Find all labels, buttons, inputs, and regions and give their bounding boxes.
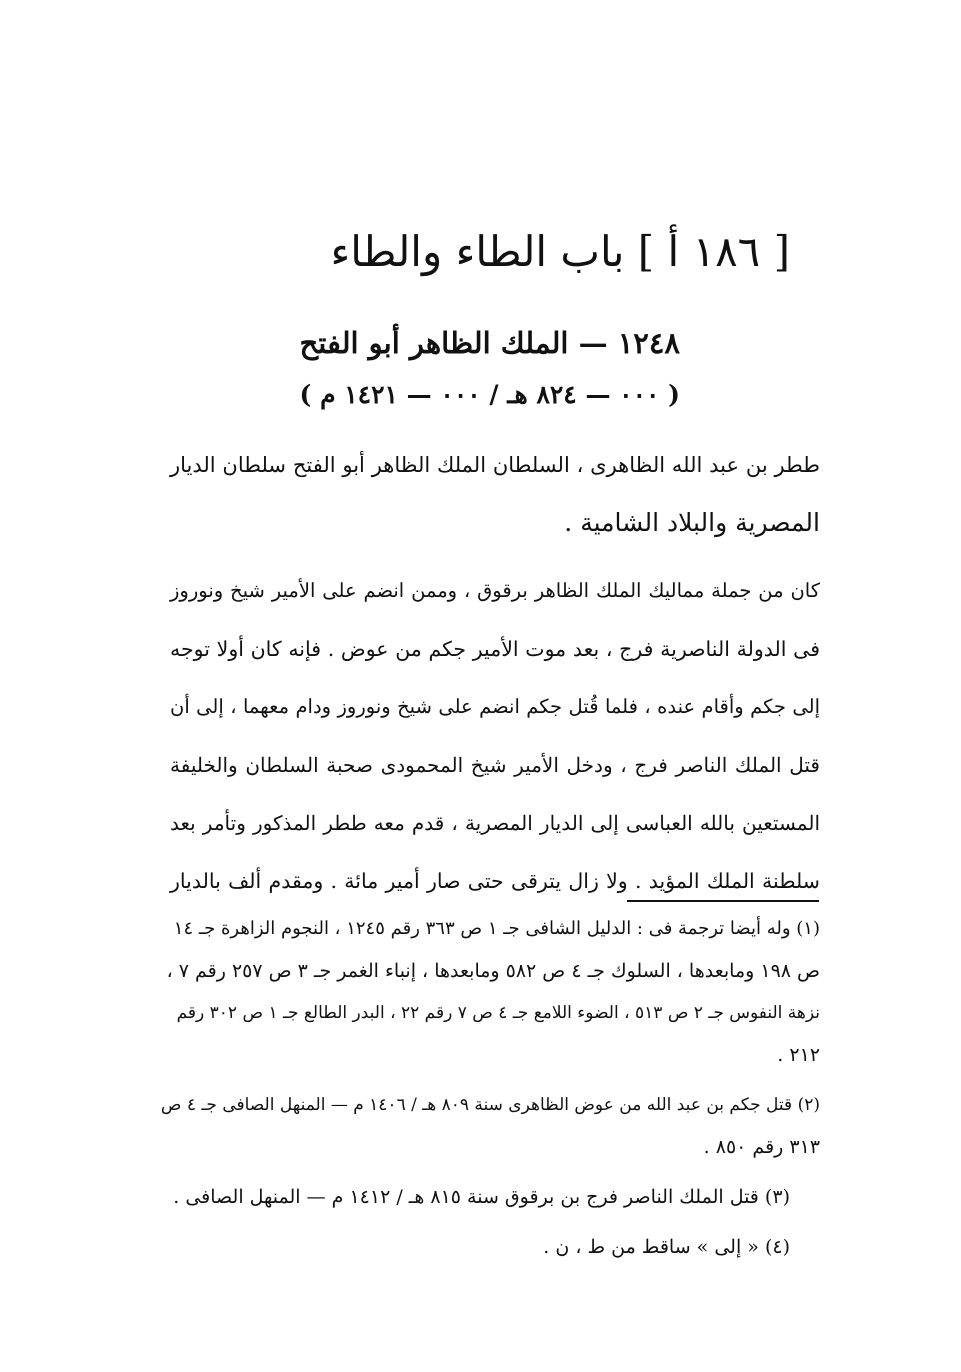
body-line: إلى جكم وأقام عنده ، فلما قُتل جكم انضم على شيخ ونوروز ودام معهما ، إلى أن [170, 695, 820, 718]
footnote-3 [160, 1176, 820, 1218]
entry-title: ١٢٤٨ — الملك الظاهر أبو الفتح [299, 326, 680, 360]
intro-line: المصرية والبلاد الشامية . [564, 508, 820, 537]
body-line: المستعين بالله العباسى إلى الديار المصرية ، قدم معه ططر المذكور وتأمر بعد [170, 811, 820, 835]
footnote-1 [160, 908, 820, 1076]
footnote-line: (٤) « إلى » ساقط من ط ، ن . [543, 1236, 790, 1258]
footnote-line: ٣١٣ رقم ٨٥٠ . [703, 1136, 820, 1158]
body-line: سلطنة الملك المؤيد . ولا زال يترقى حتى صار أمير مائة . ومقدم ألف بالديار [170, 869, 820, 893]
footnote-line: (٣) قتل الملك الناصر فرج بن برقوق سنة ٨١٥ هـ / ١٤١٢ م — المنهل الصافى . [173, 1186, 790, 1208]
footnote-line: ٢١٢ . [777, 1044, 820, 1066]
footnote-2 [160, 1084, 820, 1168]
entry-dates: ( ٠٠٠ — ٨٢٤ هـ / ٠٠٠ — ١٤٢١ م ) [299, 380, 680, 409]
footnote-line: (٢) قتل جكم بن عبد الله من عوض الظاهرى سنة ٨٠٩ هـ / ١٤٠٦ م — المنهل الصافى جـ ٤ ص [160, 1095, 820, 1115]
body-line: قتل الملك الناصر فرج ، ودخل الأمير شيخ المحمودى صحبة السلطان والخليفة [170, 753, 820, 777]
intro-paragraph [170, 436, 820, 552]
body-line: كان من جملة مماليك الملك الظاهر برقوق ، وممن انضم على الأمير شيخ ونوروز [170, 579, 820, 602]
section-heading: [ ١٨٦ أ ] باب الطاء والطاء [330, 227, 790, 276]
footnote-4 [160, 1226, 820, 1268]
intro-line: ططر بن عبد الله الظاهرى ، السلطان الملك الظاهر أبو الفتح سلطان الديار [170, 453, 820, 477]
body-line: فى الدولة الناصرية فرج ، بعد موت الأمير جكم من عوض . فإنه كان أولا توجه [170, 637, 820, 661]
footnote-line: ص ١٩٨ ومابعدها ، السلوك جـ ٤ ص ٥٨٢ ومابعدها ، إنباء الغمر جـ ٣ ص ٢٥٧ رقم ٧ ، [166, 960, 820, 982]
footnote-line: نزهة النفوس جـ ٢ ص ٥١٣ ، الضوء اللامع جـ ٤ ص ٧ رقم ٢٢ ، البدر الطالع جـ ١ ص ٣٠٢ رقم [176, 1003, 820, 1023]
footnote-divider [627, 900, 819, 902]
footnotes [160, 908, 820, 1276]
footnote-line: (١) وله أيضا ترجمة فى : الدليل الشافى جـ ١ ص ٣٦٣ رقم ١٢٤٥ ، النجوم الزاهرة جـ ١٤ [173, 918, 820, 939]
biography-paragraph [170, 562, 820, 910]
